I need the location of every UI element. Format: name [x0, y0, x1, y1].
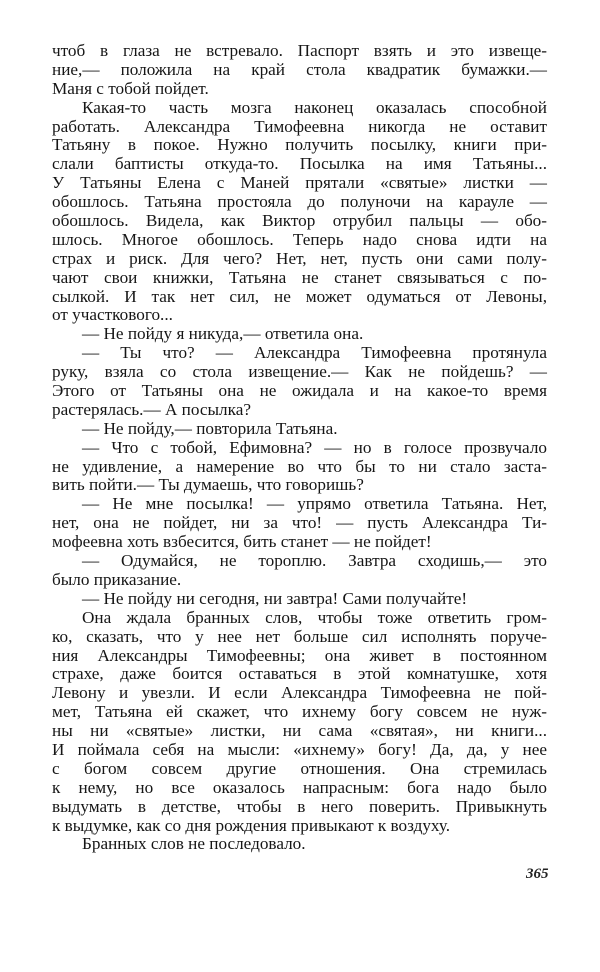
text-line: страхе, даже боится оставаться в этой комнатушке, хотя — [52, 664, 547, 684]
text-line: чтоб в глаза не встревало. Паспорт взять и это извеще- — [52, 41, 547, 60]
text-line: работать. Александра Тимофеевна никогда не оставит — [52, 116, 547, 136]
text-line: ны ни «святые» листки, ни сама «святая», ни книги... — [52, 721, 547, 741]
text-line: Этого от Татьяны она не ожидала и на какое-то время — [52, 381, 547, 401]
text-line: — Не пойду,— повторила Татьяна. — [82, 418, 338, 438]
text-line: от участкового... — [52, 305, 173, 325]
text-line: руку, взяла со стола извещение.— Как не пойдешь? — — [52, 362, 547, 382]
text-line: чают свои книжки, Татьяна не станет связываться с по- — [52, 267, 547, 287]
text-line: мет, Татьяна ей скажет, что ихнему богу совсем не нуж- — [52, 702, 547, 722]
text-line: Левону и увезли. И если Александра Тимофеевна не пой- — [52, 683, 547, 703]
text-line: — Не пойду ни сегодня, ни завтра! Сами получайте! — [82, 588, 468, 608]
text-line: шлось. Многое обошлось. Теперь надо снова идти на — [52, 229, 547, 249]
text-line: сылкой. И так нет сил, не может одуматься от Левоны, — [52, 286, 547, 306]
text-line: не удивление, а намерение во что бы то ни стало заста- — [52, 456, 547, 476]
text-line: с богом совсем другие отношения. Она стремилась — [52, 758, 547, 778]
text-line: У Татьяны Елена с Маней прятали «святые» листки — — [52, 173, 547, 193]
text-line: мофеевна хоть взбесится, бить станет — не пойдет! — [52, 532, 432, 552]
text-line: Татьяну в покое. Нужно получить посылку, книги при- — [52, 135, 547, 155]
text-line: выдумать в детстве, чтобы в него поверить. Привыкнуть — [52, 796, 547, 816]
text-line: обошлось. Татьяна простояла до полуночи на карауле — — [52, 192, 547, 212]
text-line: — Что с тобой, Ефимовна? — но в голосе прозвучало — [82, 437, 547, 457]
text-line: И поймала себя на мысли: «ихнему» богу! Да, да, у нее — [52, 739, 547, 759]
text-line: было приказание. — [52, 569, 182, 589]
text-line: страх и риск. Для чего? Нет, нет, пусть они сами полу- — [52, 248, 547, 268]
text-line: нет, она не пойдет, ни за что! — пусть Александра Ти- — [52, 513, 547, 533]
text-line: Она ждала бранных слов, чтобы тоже ответить гром- — [82, 607, 547, 627]
text-line: — Одумайся, не тороплю. Завтра сходишь,— это — [82, 551, 547, 571]
text-line: вить пойти.— Ты думаешь, что говоришь? — [52, 475, 364, 495]
text-line: ния Александры Тимофеевны; она живет в постоянном — [52, 645, 547, 665]
text-line: обошлось. Видела, как Виктор отрубил пальцы — обо- — [52, 211, 547, 231]
text-line: Какая-то часть мозга наконец оказалась способной — [82, 97, 547, 117]
text-line: Маня с тобой пойдет. — [52, 78, 209, 98]
text-line: к выдумке, как со дня рождения привыкают к воздуху. — [52, 815, 451, 835]
text-line: ние,— положила на край стола квадратик бумажки.— — [52, 59, 547, 79]
text-line: — Не пойду я никуда,— ответила она. — [82, 324, 364, 344]
text-line: к нему, но все оказалось напрасным: бога надо было — [52, 777, 547, 797]
page-number: 365 — [526, 866, 549, 882]
text-line: растерялась.— А посылка? — [52, 399, 251, 419]
book-page-text — [52, 42, 547, 854]
text-line: — Не мне посылка! — упрямо ответила Татьяна. Нет, — [82, 494, 547, 514]
text-line: ко, сказать, что у нее нет больше сил исполнять поруче- — [52, 626, 547, 646]
text-line: Бранных слов не последовало. — [82, 834, 306, 854]
text-line: — Ты что? — Александра Тимофеевна протянула — [82, 343, 547, 363]
text-line: слали баптисты откуда-то. Посылка на имя Татьяны... — [52, 154, 547, 174]
